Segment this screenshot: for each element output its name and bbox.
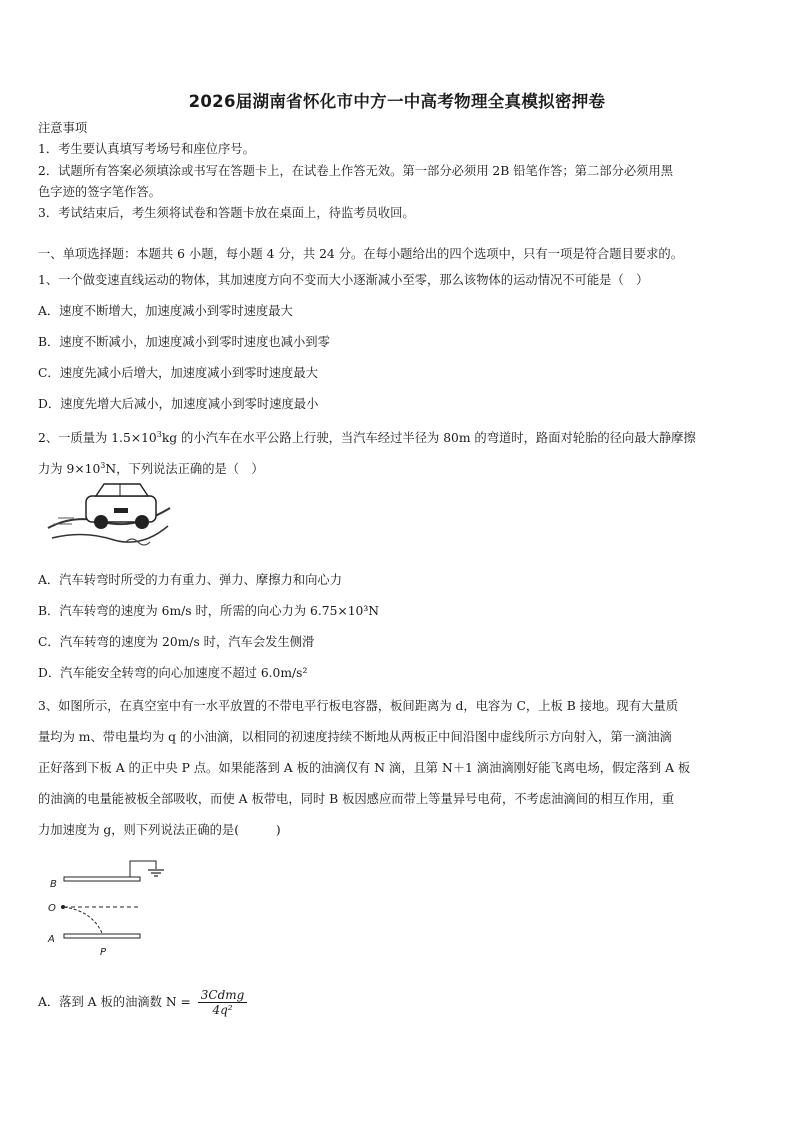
q2-stem-line1 xyxy=(38,427,696,446)
notice-item-1: 1．考生要认真填写考场号和座位序号。 xyxy=(38,142,255,156)
q1-option-d: D．速度先增大后减小，加速度减小到零时速度最小 xyxy=(38,397,319,411)
page-title: 2026届湖南省怀化市中方一中高考物理全真模拟密押卷 xyxy=(188,92,606,111)
capacitor-diagram xyxy=(44,853,174,965)
q1-option-a: A．速度不断增大，加速度减小到零时速度最大 xyxy=(38,304,293,318)
q2-option-d: D．汽车能安全转弯的向心加速度不超过 6.0m/s² xyxy=(38,666,308,680)
section-heading: 一、单项选择题：本题共 6 小题，每小题 4 分，共 24 分。在每小题给出的四个选项中，只有一项是符合题目要求的。 xyxy=(38,247,683,261)
label-b: B xyxy=(50,879,57,890)
q2-stem-line2-a: 力为 9×10 xyxy=(38,462,101,477)
q3-stem-line4: 的油滴的电量能被板全部吸收，而使 A 板带电，同时 B 板因感应而带上等量异号电荷，不考虑油滴间的相互作用，重 xyxy=(38,792,675,806)
q2-option-b: B．汽车转弯的速度为 6m/s 时，所需的向心力为 6.75×10³N xyxy=(38,604,380,618)
notice-item-2-cont: 色字迹的签字笔作答。 xyxy=(38,185,161,199)
q2-option-c: C．汽车转弯的速度为 20m/s 时，汽车会发生侧滑 xyxy=(38,635,315,649)
notice-item-2: 2．试题所有答案必须填涂或书写在答题卡上，在试卷上作答无效。第一部分必须用 2B 铅笔作答；第二部分必须用黑 xyxy=(38,164,674,178)
q3-stem-line5: 力加速度为 g，则下列说法正确的是( ) xyxy=(38,823,281,837)
q2-stem-line2-b: N，下列说法正确的是（ ） xyxy=(105,462,264,477)
q1-stem: 1、一个做变速直线运动的物体，其加速度方向不变而大小逐渐减小至零，那么该物体的运动情况不可能是（ ） xyxy=(38,273,649,287)
q3-option-a-text: A．落到 A 板的油滴数 N = xyxy=(38,995,191,1009)
label-a: A xyxy=(48,934,55,945)
q3-stem-line2: 量均为 m、带电量均为 q 的小油滴，以相同的初速度持续不断地从两板正中间沿图中虚线所示方向射入，第一滴油滴 xyxy=(38,730,672,744)
q3-stem-line1: 3、如图所示，在真空室中有一水平放置的不带电平行板电容器，板间距离为 d，电容为 C，上板 B 接地。现有大量质 xyxy=(38,699,679,713)
q2-stem-line2-sup: 3 xyxy=(100,461,106,470)
q2-stem-line1-b: kg 的小汽车在水平公路上行驶，当汽车经过半径为 80m 的弯道时，路面对轮胎的径向最大静摩擦 xyxy=(161,431,696,446)
q3-option-a xyxy=(38,988,247,1017)
fraction-numerator: 3Cdmg xyxy=(198,988,248,1003)
q1-option-b: B．速度不断减小，加速度减小到零时速度也减小到零 xyxy=(38,335,330,349)
notice-heading: 注意事项 xyxy=(38,121,88,135)
q2-stem-line2 xyxy=(38,458,264,477)
q3-stem-line3: 正好落到下板 A 的正中央 P 点。如果能落到 A 板的油滴仅有 N 滴，且第 N＋1 滴油滴刚好能飞离电场，假定落到 A 板 xyxy=(38,761,691,775)
q2-stem-line1-a: 2、一质量为 1.5×10 xyxy=(38,431,157,446)
q1-option-c: C．速度先减小后增大，加速度减小到零时速度最大 xyxy=(38,366,318,380)
fraction xyxy=(198,988,248,1017)
fraction-denominator: 4q² xyxy=(212,1003,233,1017)
label-o: O xyxy=(48,903,56,914)
label-p: P xyxy=(100,947,107,958)
q2-stem-line1-sup: 3 xyxy=(156,430,162,439)
car-on-curve-illustration xyxy=(44,478,174,554)
notice-item-3: 3．考试结束后，考生须将试卷和答题卡放在桌面上，待监考员收回。 xyxy=(38,206,415,220)
q2-option-a: A．汽车转弯时所受的力有重力、弹力、摩擦力和向心力 xyxy=(38,573,343,587)
